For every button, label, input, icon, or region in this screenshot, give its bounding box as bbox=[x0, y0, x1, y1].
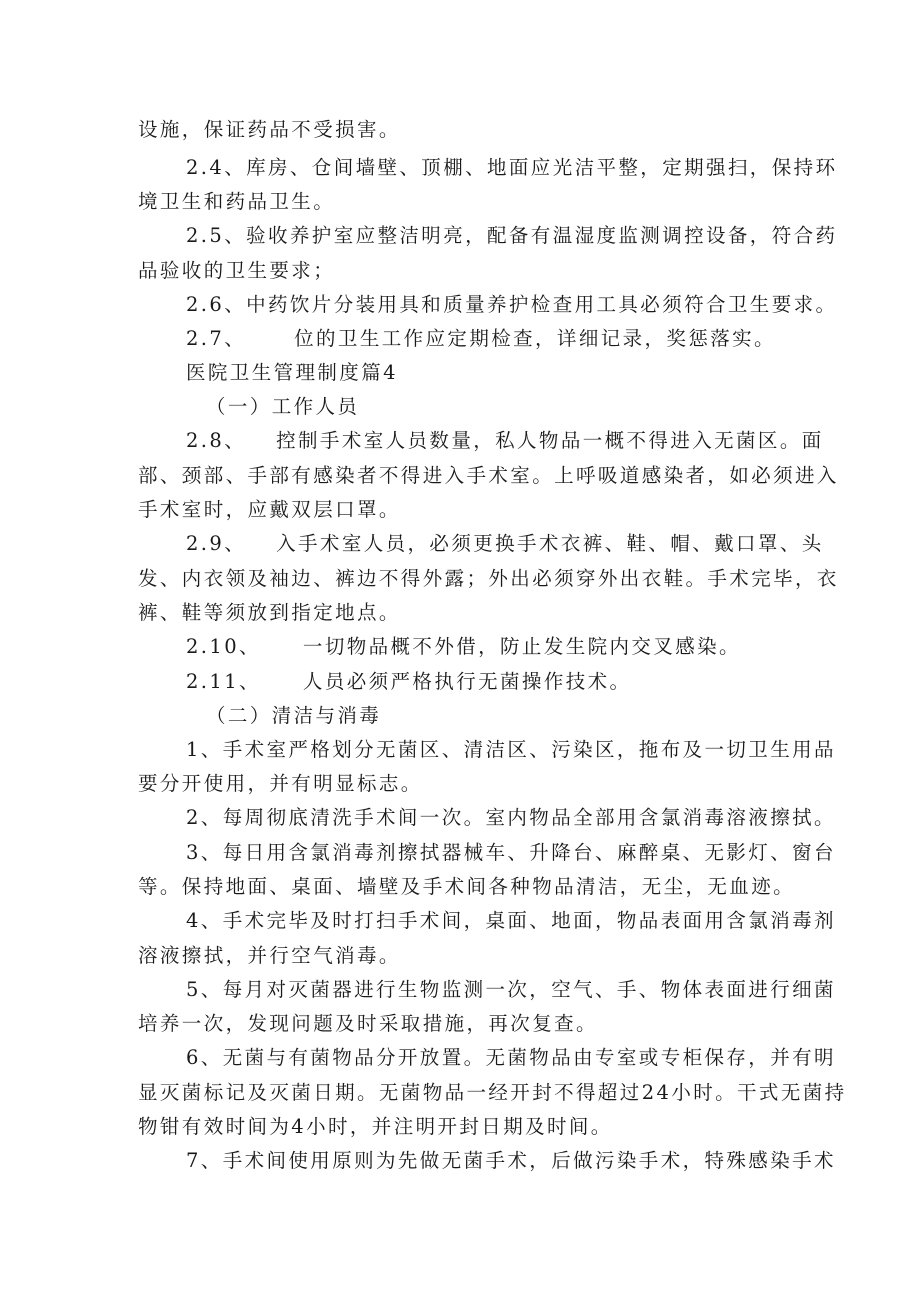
text-line: 4、手术完毕及时打扫手术间，桌面、地面，物品表面用含氯消毒剂 bbox=[186, 909, 836, 932]
section-title: 医院卫生管理制度篇4 bbox=[186, 361, 398, 384]
item-text: 入手术室人员，必须更换手术衣裤、鞋、帽、戴口罩、头 bbox=[276, 532, 824, 555]
subsection-title: （一）工作人员 bbox=[206, 395, 360, 418]
text-line: 裤、鞋等须放到指定地点。 bbox=[138, 601, 401, 624]
text-line bbox=[186, 327, 836, 351]
text-line: 部、颈部、手部有感染者不得进入手术室。上呼吸道感染者，如必须进入 bbox=[138, 464, 839, 487]
item-number: 2.11、 bbox=[186, 670, 261, 693]
item-number: 2.9、 bbox=[186, 532, 247, 555]
text-line: 境卫生和药品卫生。 bbox=[138, 190, 336, 213]
text-line: 培养一次，发现问题及时采取措施，再次复查。 bbox=[138, 1012, 598, 1035]
item-number: 2.8、 bbox=[186, 429, 247, 452]
item-number: 2.10、 bbox=[186, 635, 261, 658]
text-line: 发、内衣领及袖边、裤边不得外露；外出必须穿外出衣鞋。手术完毕，衣 bbox=[138, 567, 839, 590]
text-line: 2.5、验收养护室应整洁明亮，配备有温湿度监测调控设备，符合药 bbox=[186, 224, 838, 247]
text-line: 手术室时，应戴双层口罩。 bbox=[138, 498, 401, 521]
text-line: 7、手术间使用原则为先做无菌手术，后做污染手术，特殊感染手术 bbox=[186, 1149, 836, 1172]
subsection-title: （二）清洁与消毒 bbox=[206, 704, 382, 727]
text-line: 溶液擦拭，并行空气消毒。 bbox=[138, 944, 401, 967]
text-line: 1、手术室严格划分无菌区、清洁区、污染区，拖布及一切卫生用品 bbox=[186, 738, 836, 761]
text-line: 物钳有效时间为4小时，并注明开封日期及时间。 bbox=[138, 1115, 613, 1138]
text-line: 设施，保证药品不受损害。 bbox=[138, 118, 401, 141]
text-line: 3、每日用含氯消毒剂擦拭器械车、升降台、麻醉桌、无影灯、窗台 bbox=[186, 841, 836, 864]
text-line bbox=[186, 670, 836, 694]
text-line bbox=[186, 635, 836, 659]
text-line bbox=[186, 429, 836, 453]
text-line: 要分开使用，并有明显标志。 bbox=[138, 772, 423, 795]
item-text: 控制手术室人员数量，私人物品一概不得进入无菌区。面 bbox=[276, 429, 824, 452]
text-line: 等。保持地面、桌面、墙壁及手术间各种物品清洁，无尘，无血迹。 bbox=[138, 875, 796, 898]
text-line: 2.6、中药饮片分装用具和质量养护检查用工具必须符合卫生要求。 bbox=[186, 293, 838, 316]
text-line bbox=[186, 532, 836, 556]
text-line: 6、无菌与有菌物品分开放置。无菌物品由专室或专柜保存，并有明 bbox=[186, 1046, 836, 1069]
text-line: 5、每月对灭菌器进行生物监测一次，空气、手、物体表面进行细菌 bbox=[186, 978, 836, 1001]
text-line: 显灭菌标记及灭菌日期。无菌物品一经开封不得超过24小时。干式无菌持 bbox=[138, 1081, 847, 1104]
text-line: 品验收的卫生要求； bbox=[138, 259, 336, 282]
item-text: 位的卫生工作应定期检查，详细记录，奖惩落实。 bbox=[294, 327, 776, 350]
item-text: 一切物品概不外借，防止发生院内交叉感染。 bbox=[302, 635, 741, 658]
item-text: 人员必须严格执行无菌操作技术。 bbox=[302, 670, 632, 693]
text-line: 2.4、库房、仓间墙壁、顶棚、地面应光洁平整，定期强扫，保持环 bbox=[186, 156, 838, 179]
item-number: 2.7、 bbox=[186, 327, 247, 350]
text-line: 2、每周彻底清洗手术间一次。室内物品全部用含氯消毒溶液擦拭。 bbox=[186, 806, 836, 829]
